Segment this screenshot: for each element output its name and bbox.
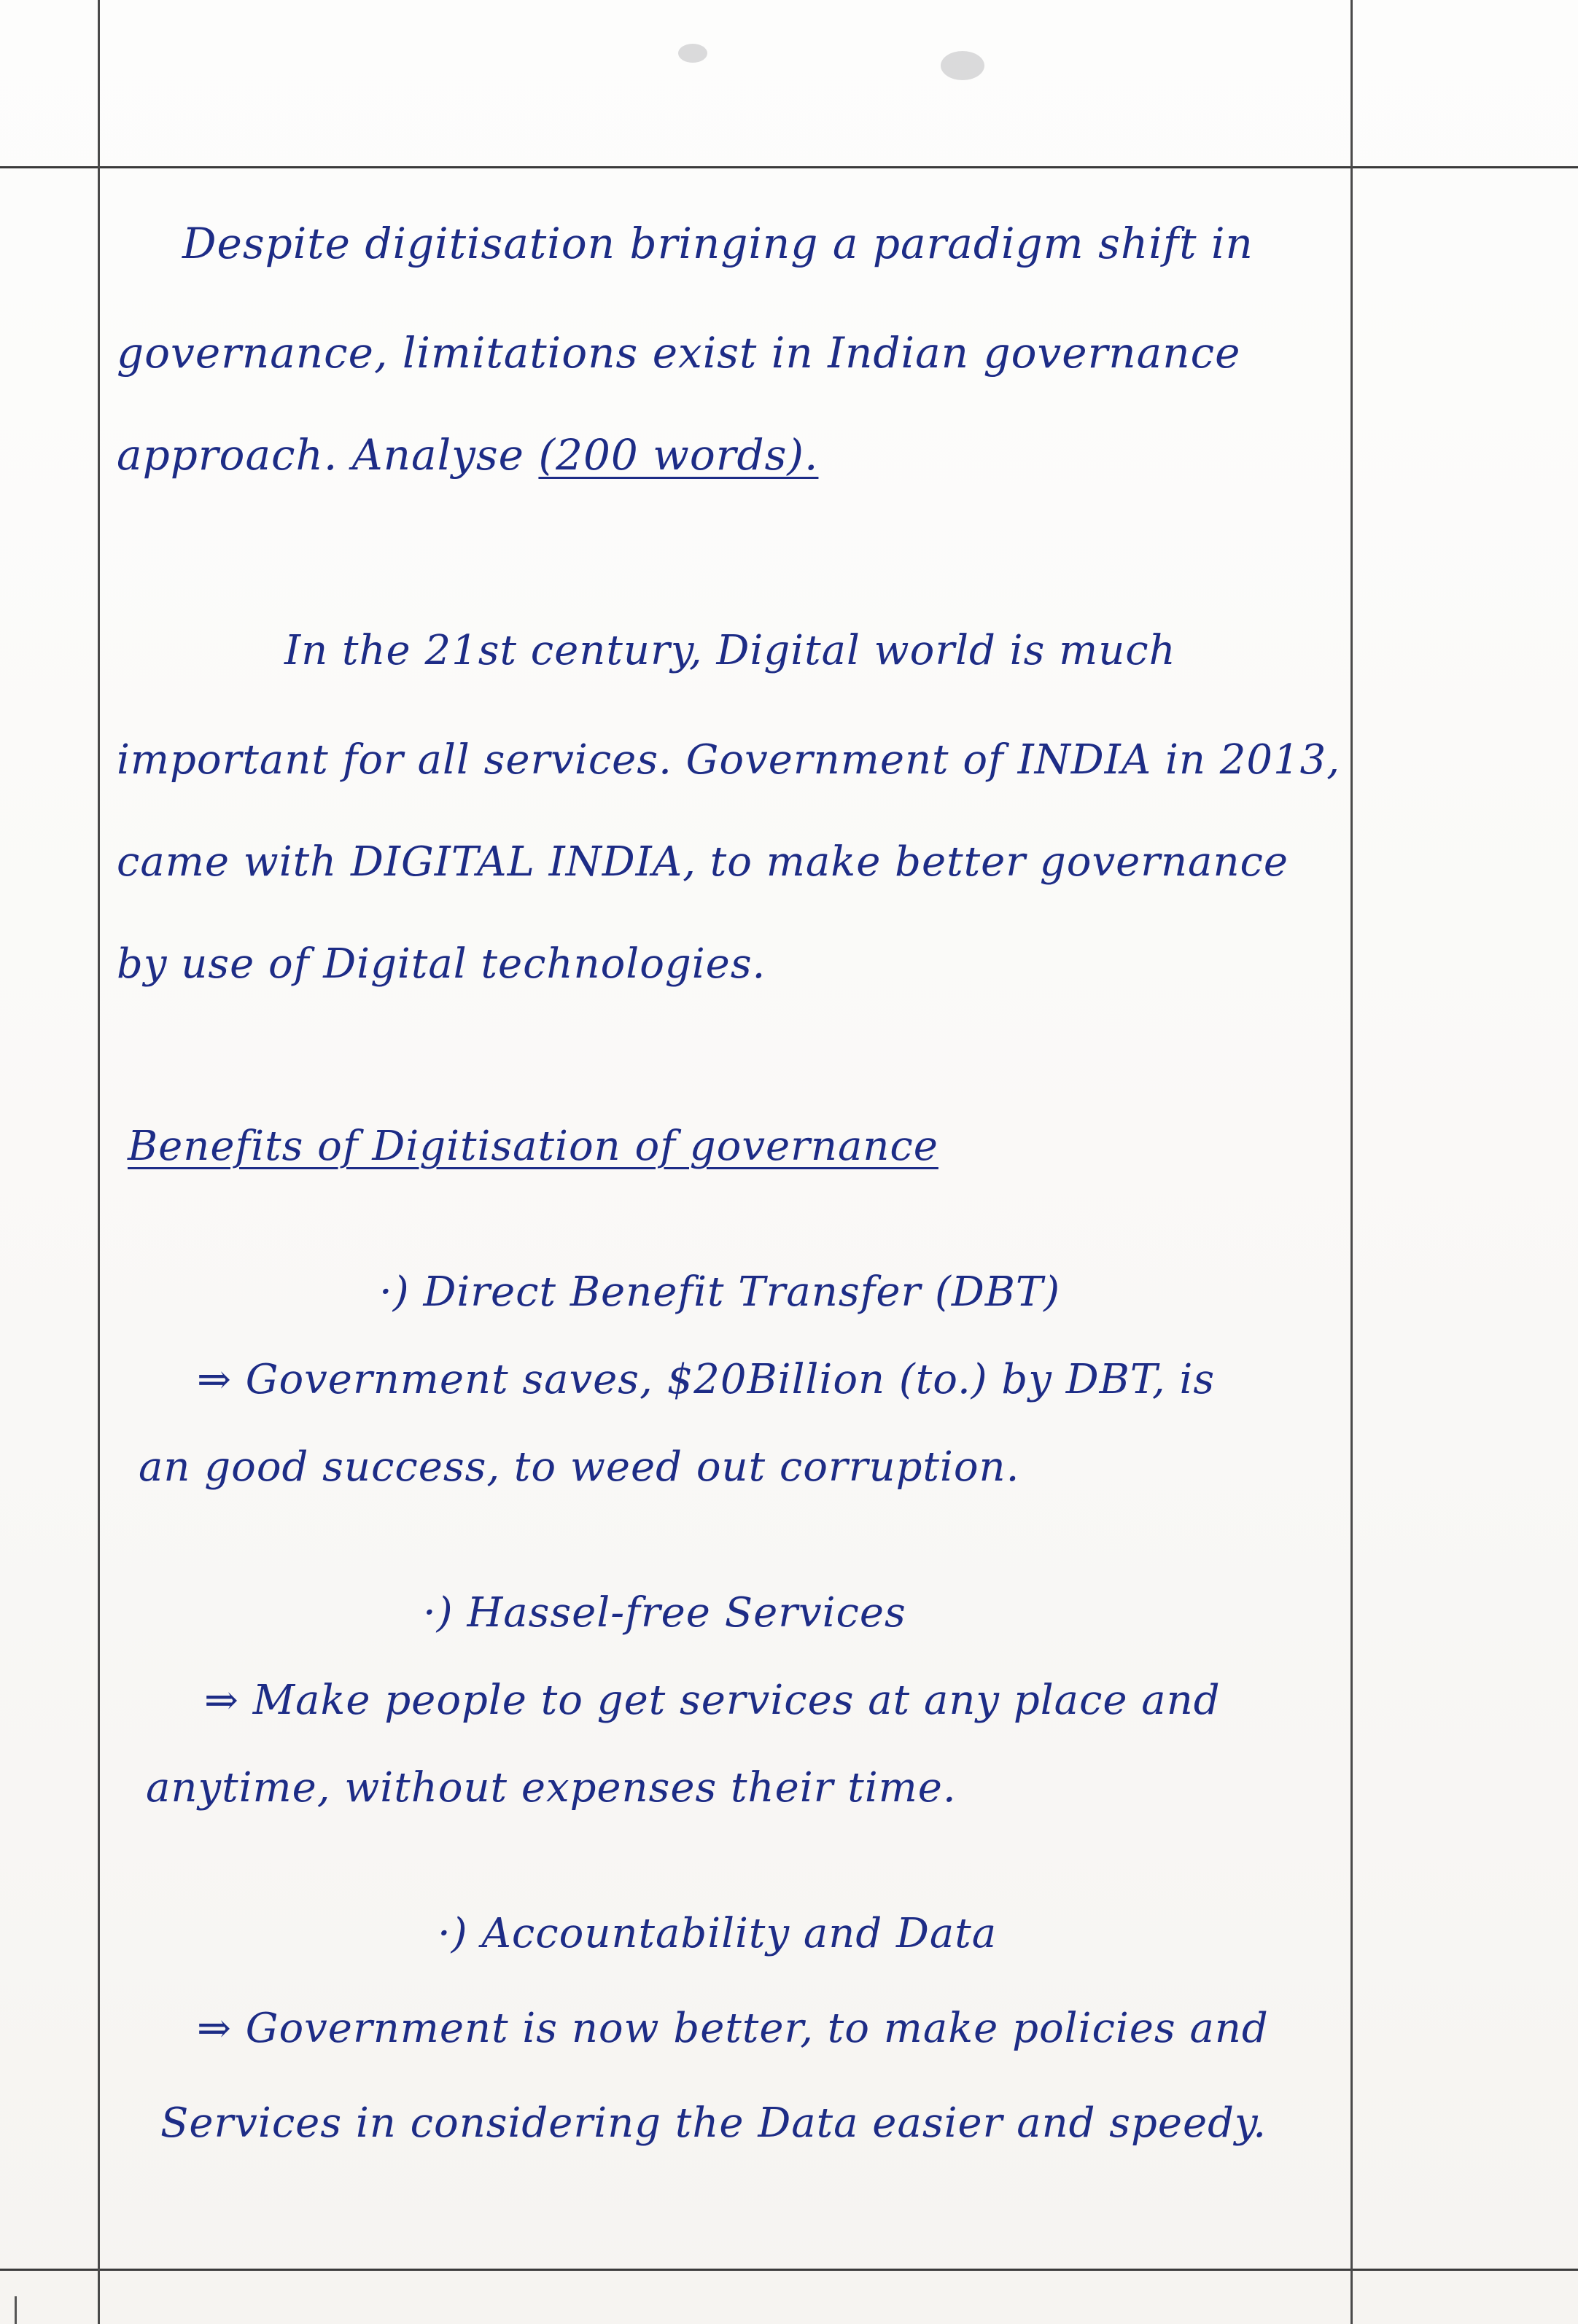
point-2-title: ·) Hassel-free Services	[423, 1589, 906, 1637]
question-line-1: Despite digitisation bringing a paradigm shift in	[182, 219, 1254, 268]
point-1-line-2: an good success, to weed out corruption.	[139, 1443, 1020, 1491]
intro-line-1: In the 21st century, Digital world is much	[284, 627, 1176, 674]
question-line-3	[117, 430, 818, 480]
question-line-2: governance, limitations exist in Indian governance	[117, 328, 1241, 378]
point-1-title: ·) Direct Benefit Transfer (DBT)	[379, 1268, 1061, 1316]
question-analyse: approach. Analyse	[117, 430, 524, 480]
left-margin-rule	[98, 0, 100, 2324]
intro-line-3: came with DIGITAL INDIA, to make better governance	[117, 838, 1289, 886]
ink-smudge	[678, 44, 707, 63]
point-3-line-1: ⇒ Government is now better, to make policies and	[197, 2005, 1269, 2052]
point-1-line-1: ⇒ Government saves, $20Billion (to.) by DBT, is	[197, 1356, 1216, 1403]
point-2-line-2: anytime, without expenses their time.	[146, 1764, 957, 1812]
top-margin-rule	[0, 166, 1578, 168]
ink-smudge	[941, 51, 984, 80]
point-2-line-1: ⇒ Make people to get services at any place and	[204, 1677, 1221, 1724]
intro-line-4: by use of Digital technologies.	[117, 940, 766, 988]
intro-line-2: important for all services. Government of INDIA in 2013,	[117, 736, 1341, 784]
point-3-title: ·) Accountability and Data	[438, 1910, 998, 1957]
point-3-line-2: Services in considering the Data easier and speedy.	[160, 2099, 1267, 2147]
bottom-margin-rule	[0, 2269, 1578, 2271]
corner-mark	[15, 2296, 17, 2324]
right-margin-rule	[1350, 0, 1353, 2324]
benefits-heading: Benefits of Digitisation of governance	[128, 1123, 938, 1170]
question-word-limit: (200 words).	[538, 430, 819, 480]
